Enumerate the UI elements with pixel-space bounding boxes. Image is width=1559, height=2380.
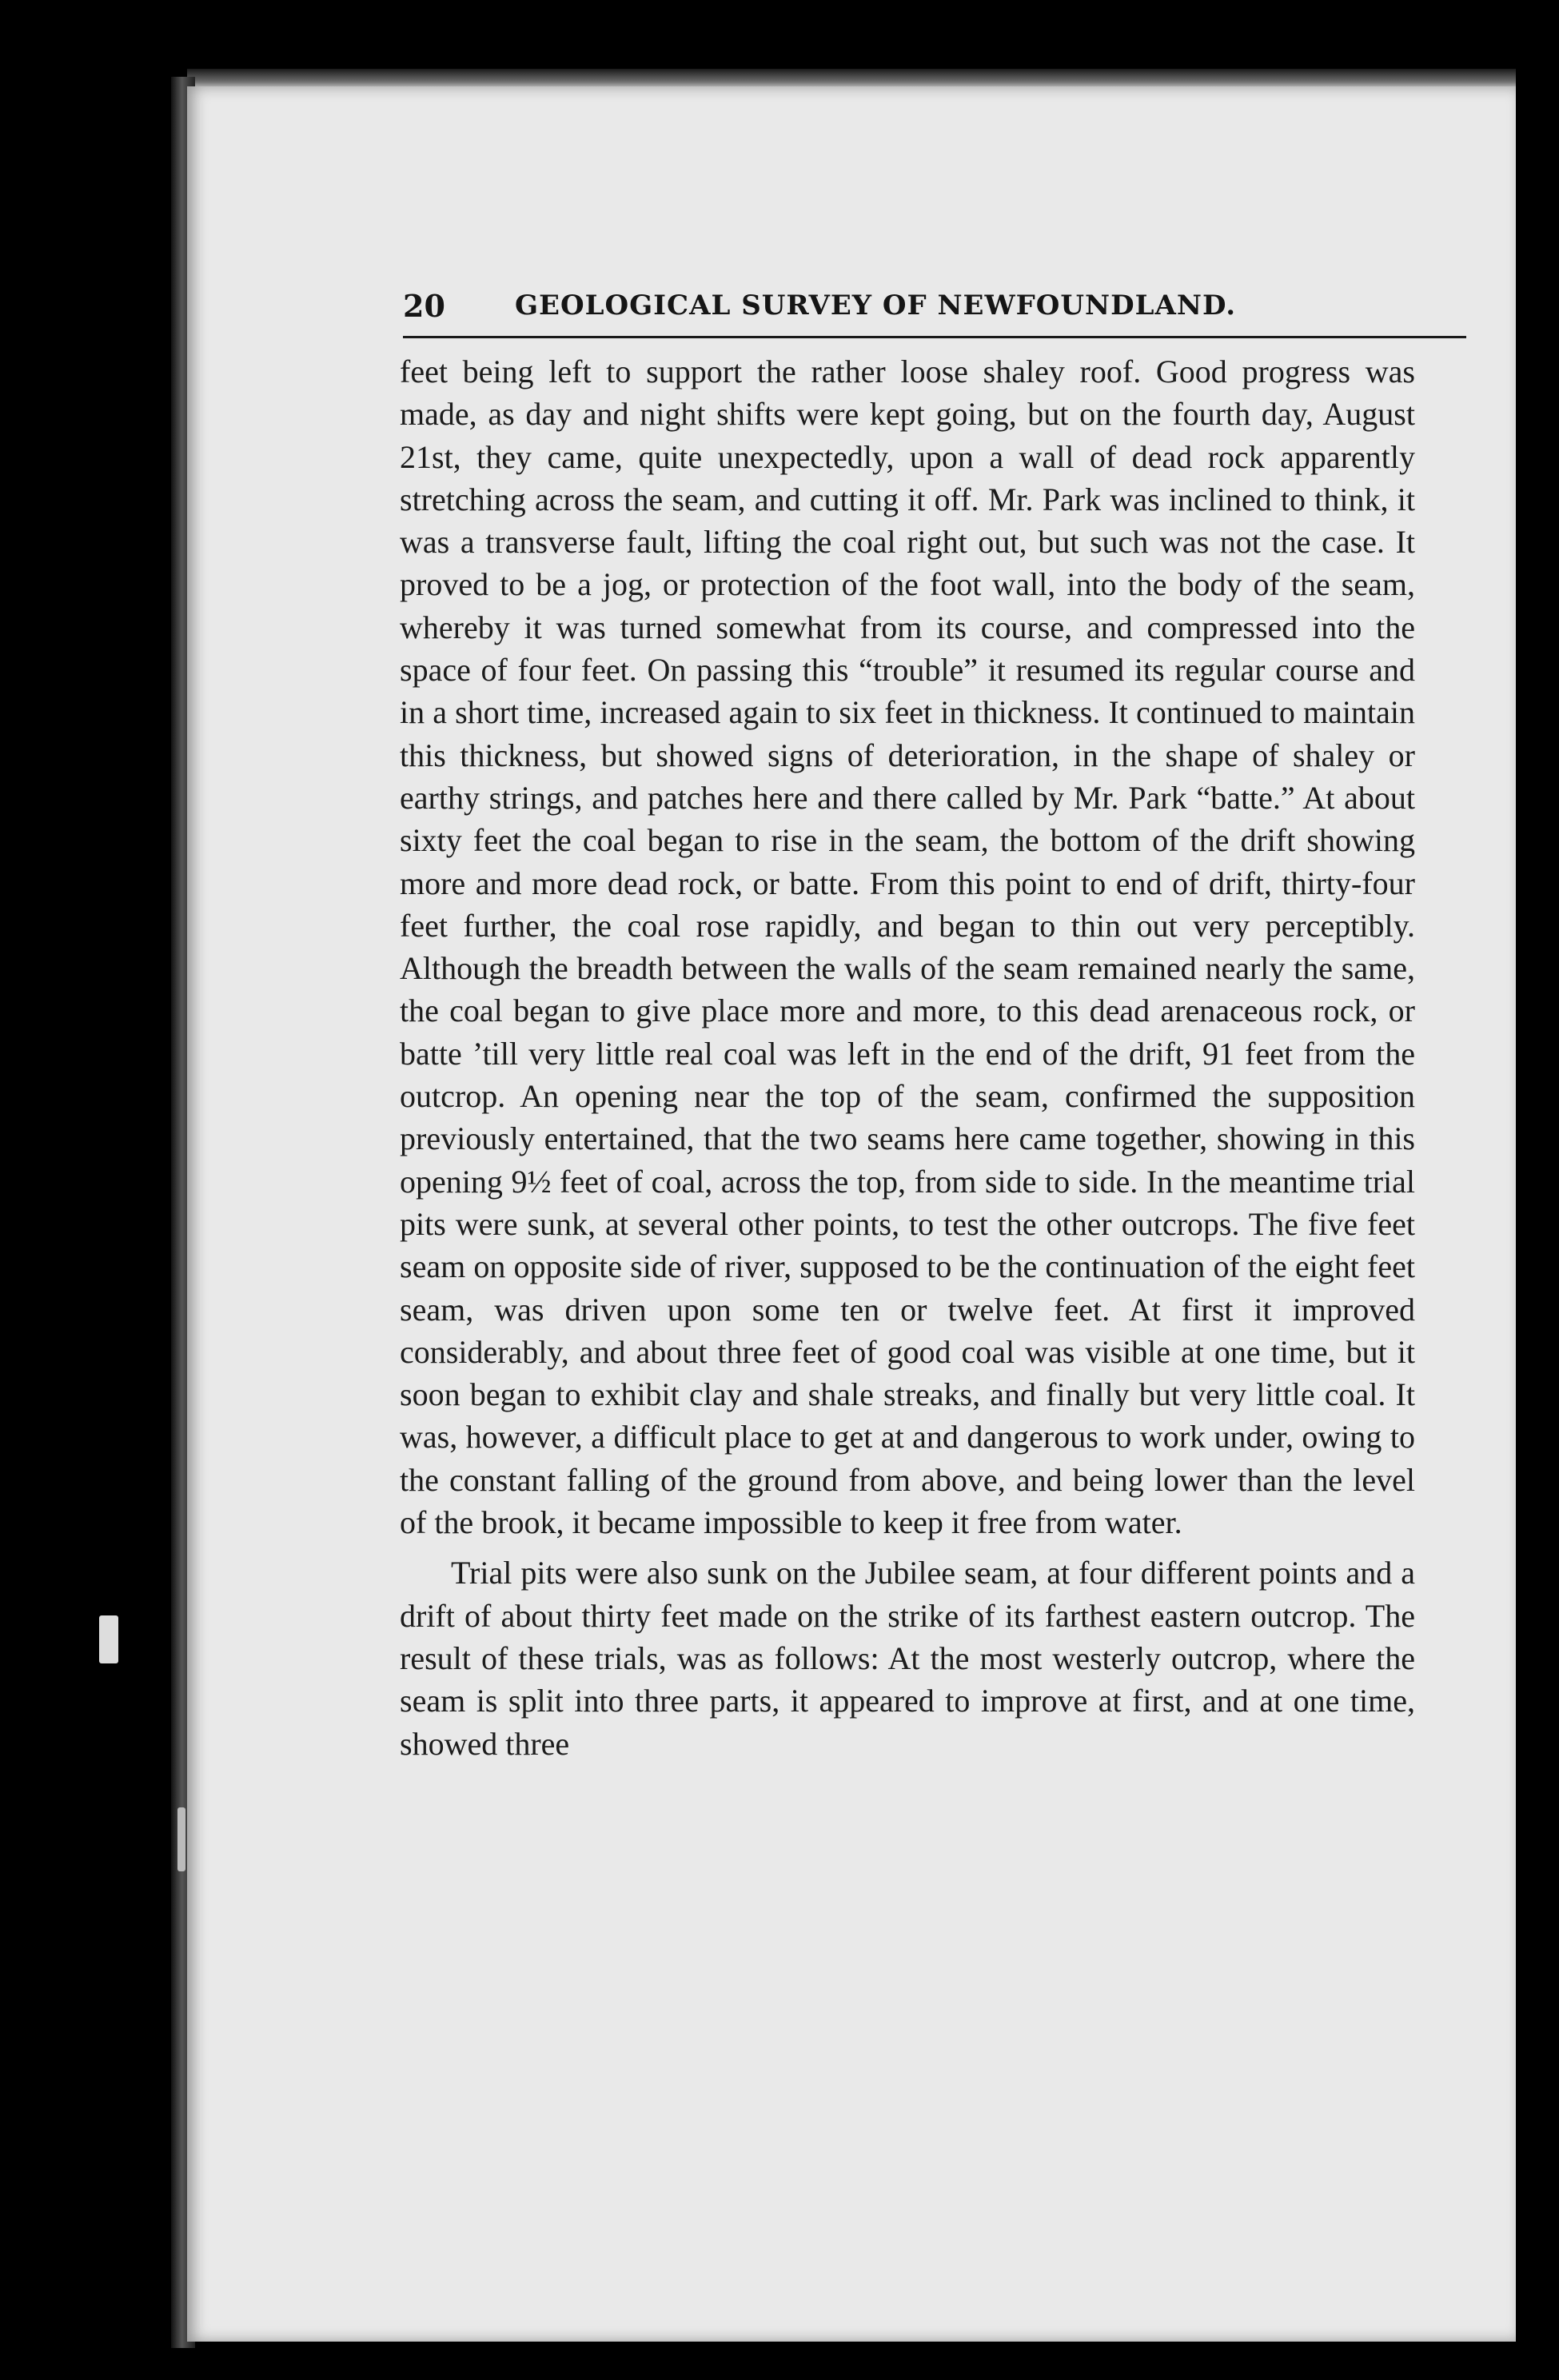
- margin-mark: [99, 1615, 118, 1663]
- page-number: 20: [403, 288, 445, 324]
- paragraph-2: Trial pits were also sunk on the Jubilee seam, at four different points and a drift of about thirty feet made on the strike of its farthest eastern outcrop. The result of these trials, was as follows: At the most westerly outcrop, where the seam is split into three parts, it appeared to improve at first, and at one time, showed three: [400, 1555, 1415, 1762]
- running-title: GEOLOGICAL SURVEY OF NEWFOUNDLAND.: [515, 290, 1237, 321]
- paragraph-1: feet being left to support the rather loose shaley roof. Good progress was made, as day and night shifts were kept going, but on the fourth day, August 21st, they came, quite unexpectedly, upon a wall of dead rock apparently stretching across the seam, and cutting it off. Mr. Park was inclined to think, it was a transverse fault, lifting the coal right out, but such was not the case. It proved to be a jog, or protection of the foot wall, into the body of the seam, whereby it was turned somewhat from its course, and compressed into the space of four feet. On passing this “trouble” it resumed its regular course and in a short time, increased again to six feet in thickness. It continued to maintain this thickness, but showed signs of deterioration, in the shape of shaley or earthy strings, and patches here and there called by Mr. Park “batte.” At about sixty feet the coal began to rise in the seam, the bottom of the drift showing more and more dead rock, or batte. From this point to end of drift, thirty-four feet further, the coal rose rapidly, and began to thin out very perceptibly. Although the breadth between the walls of the seam remained nearly the same, the coal began to give place more and more, to this dead arenaceous rock, or batte ’till very little real coal was left in the end of the drift, 91 feet from the outcrop. An opening near the top of the seam, confirmed the supposition previously entertained, that the two seams here came together, showing in this opening 9½ feet of coal, across the top, from side to side. In the meantime trial pits were sunk, at several other points, to test the other outcrops. The five feet seam on opposite side of river, supposed to be the continuation of the eight feet seam, was driven upon some ten or twelve feet. At first it improved considerably, and about three feet of good coal was visible at one time, but it soon began to exhibit clay and shale streaks, and finally but very little coal. It was, however, a difficult place to get at and dangerous to work under, owing to the constant falling of the ground from above, and being lower than the level of the brook, it became impossible to keep it free from water.: [400, 353, 1415, 1541]
- running-head: [403, 282, 1458, 329]
- body-text: [400, 350, 1415, 1765]
- margin-mark: [177, 1807, 185, 1871]
- header-rule: [403, 336, 1466, 338]
